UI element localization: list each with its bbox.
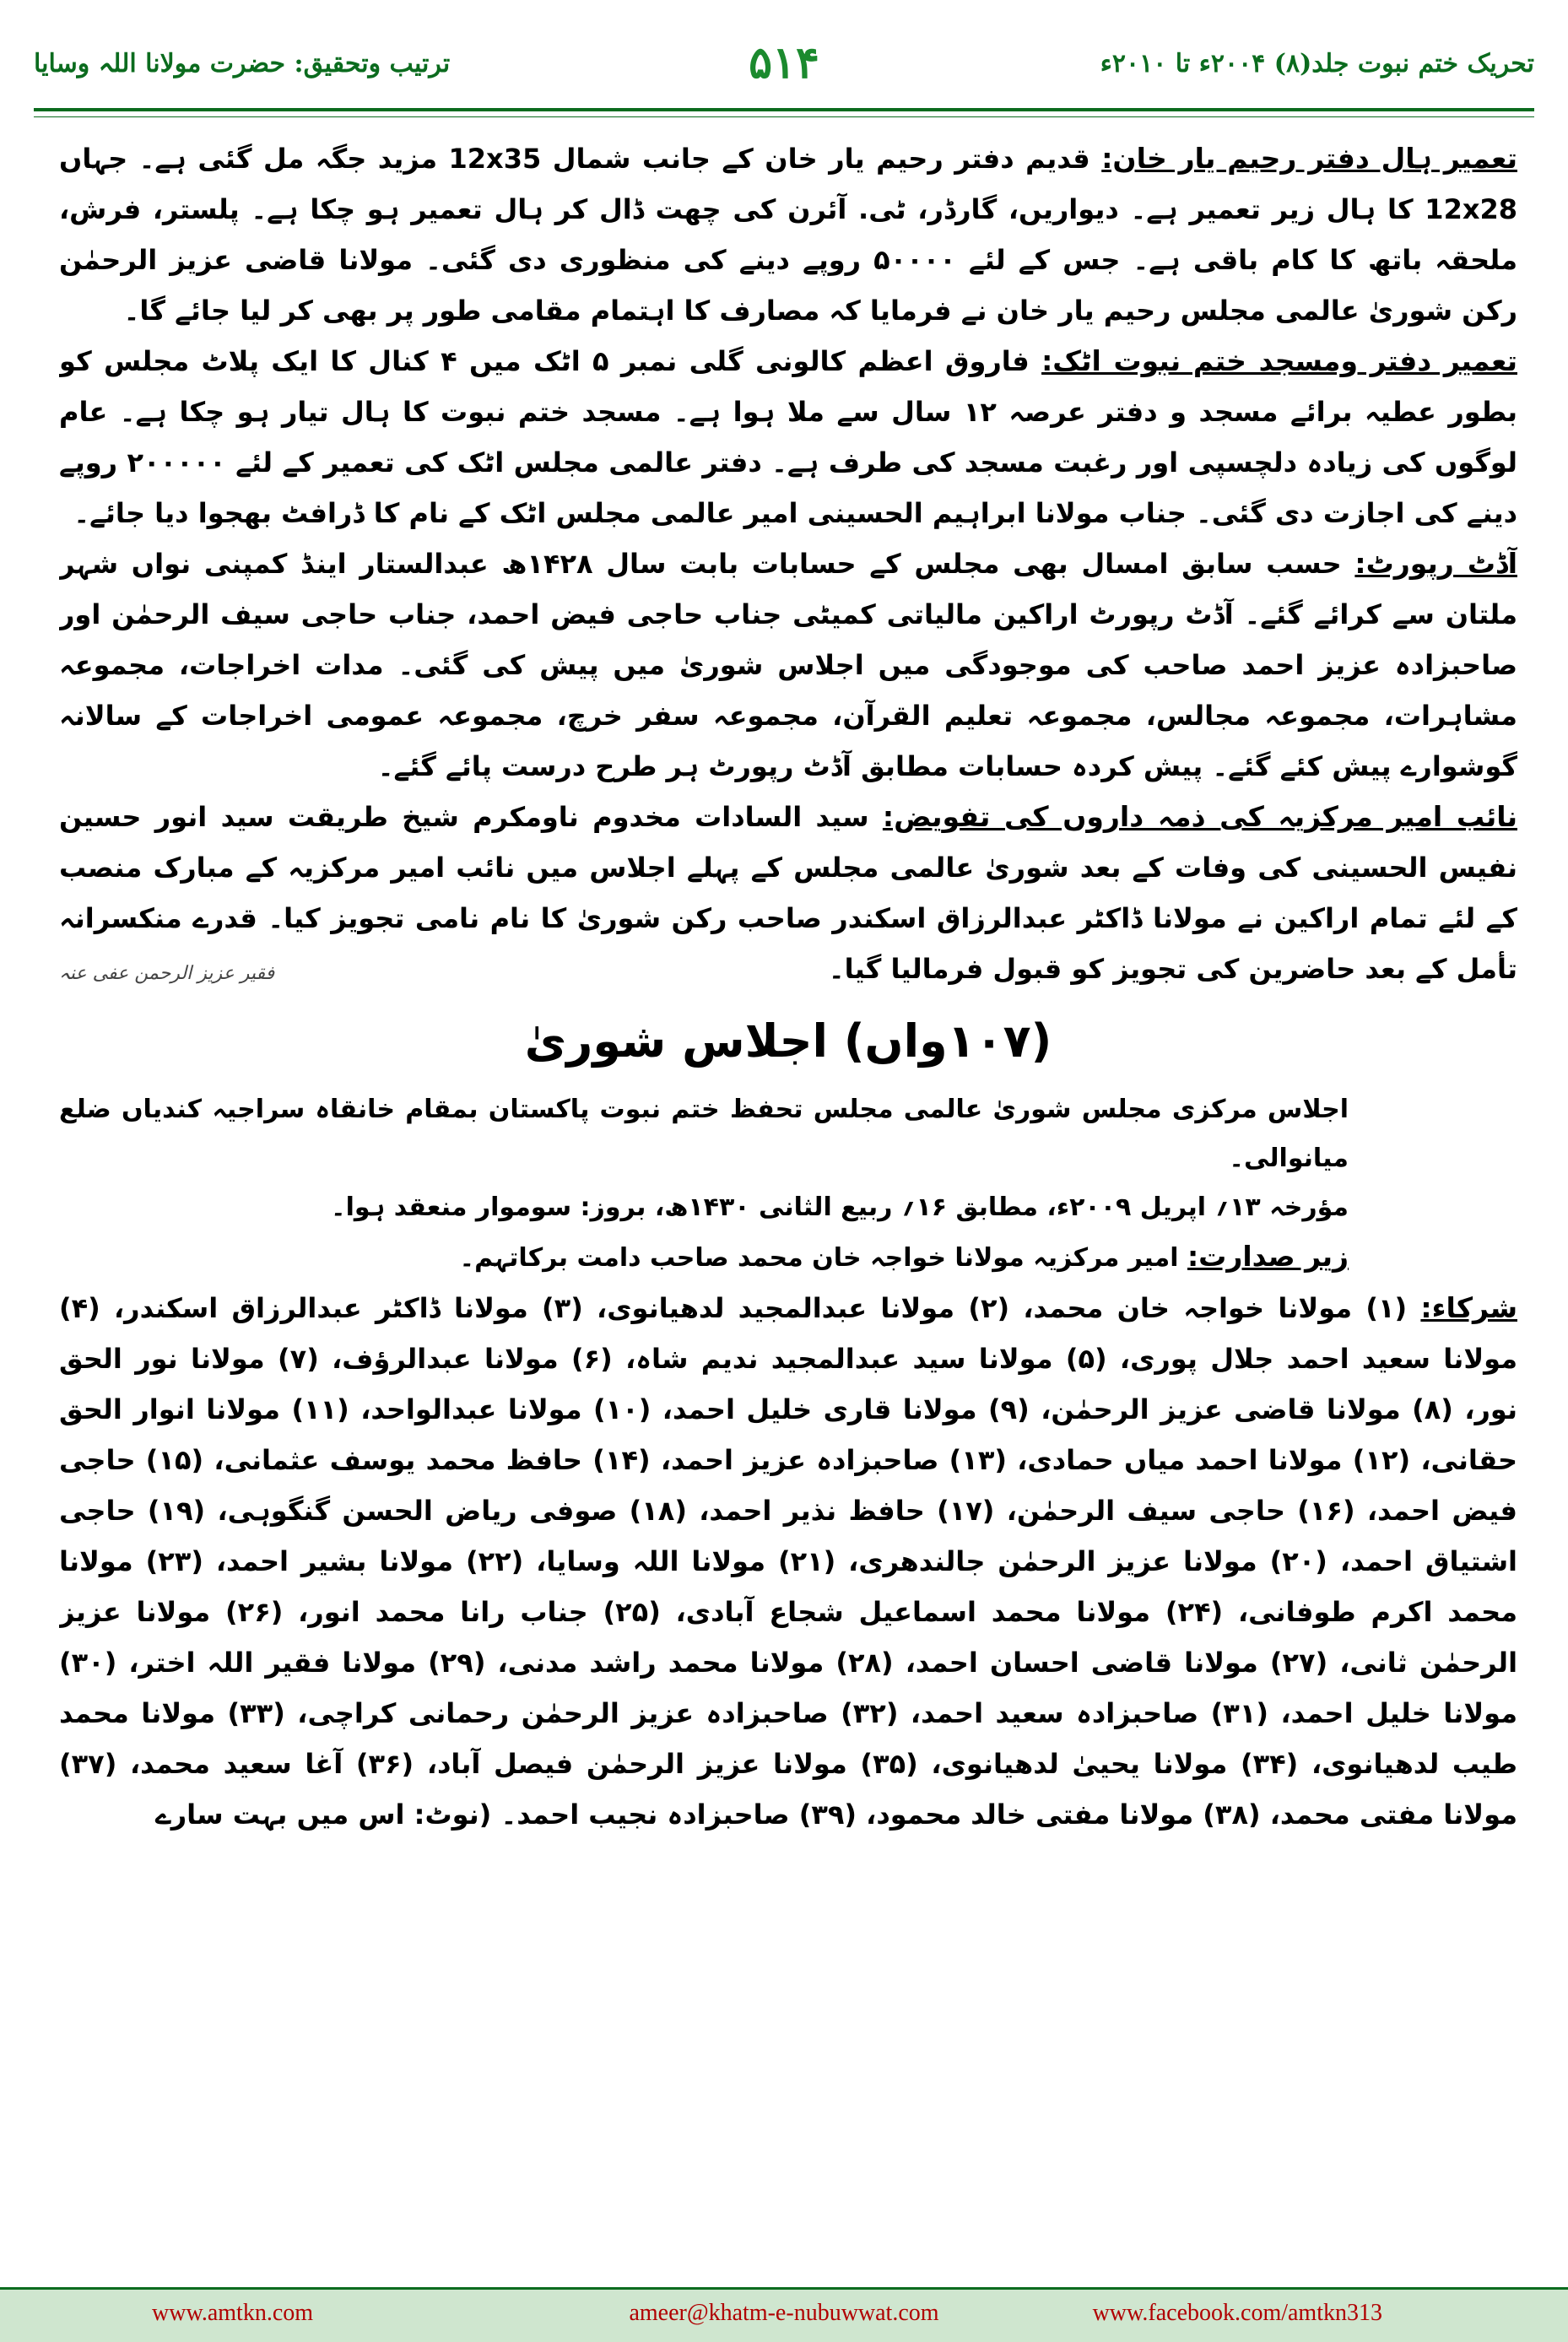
paragraph-heading: نائب امیر مرکزیہ کی ذمہ داروں کی تفویض: — [882, 800, 1517, 833]
participants-text: (۱) مولانا خواجہ خان محمد، (۲) مولانا عبدالمجید لدھیانوی، (۳) مولانا ڈاکٹر عبدالرزاق اسکندر، (۴) مولانا سعید احمد جلال پوری، (۵) مولانا سید عبدالمجید ندیم شاہ، (۶) مولانا عبدالرؤف، (۷) مولانا نور الحق نور، (۸) مولانا قاضی عزیز الرحمٰن، (۹) مولانا قاری خلیل احمد، (۱۰) مولانا عبدالواحد، (۱۱) مولانا انوار الحق حقانی، (۱۲) مولانا احمد میاں حمادی، (۱۳) صاحبزادہ عزیز احمد، (۱۴) حافظ محمد یوسف عثمانی، (۱۵) حاجی فیض احمد، (۱۶) حاجی سیف الرحمٰن، (۱۷) حافظ نذیر احمد، (۱۸) صوفی ریاض الحسن گنگوہی، (۱۹) حاجی اشتیاق احمد، (۲۰) مولانا عزیز الرحمٰن جالندھری، (۲۱) مولانا اللہ وسایا، (۲۲) مولانا بشیر احمد، (۲۳) مولانا محمد اکرم طوفانی، (۲۴) مولانا محمد اسماعیل شجاع آبادی، (۲۵) جناب رانا محمد انور، (۲۶) مولانا عزیز الرحمٰن ثانی، (۲۷) مولانا قاضی احسان احمد، (۲۸) مولانا محمد راشد مدنی، (۲۹) مولانا فقیر اللہ اختر، (۳۰) مولانا خلیل احمد، (۳۱) صاحبزادہ سعید احمد، (۳۲) صاحبزادہ عزیز الرحمٰن رحمانی کراچی، (۳۳) مولانا محمد طیب لدھیانوی، (۳۴) مولانا یحییٰ لدھیانوی، (۳۵) مولانا عزیز الرحمٰن فیصل آباد، (۳۶) آغا سعید محمد، (۳۷) مولانا مفتی محمد، (۳۸) مولانا مفتی خالد محمود، (۳۹) صاحبزادہ نجیب احمد۔ (نوٹ: اس میں بہت سارے — [59, 1292, 1517, 1831]
participants-list — [59, 1283, 1517, 1840]
presidency-heading: زیر صدارت: — [1187, 1240, 1349, 1273]
footer-email-link[interactable]: ameer@khatm-e-nubuwwat.com — [629, 2300, 939, 2326]
paragraph-heading: تعمیر دفتر ومسجد ختم نبوت اٹک: — [1041, 344, 1517, 377]
paragraph-text: حسب سابق امسال بھی مجلس کے حسابات بابت سال ۱۴۲۸ھ عبدالستار اینڈ کمپنی نواں شہر ملتان سے کرائے گئے۔ آڈٹ رپورٹ اراکین مالیاتی کمیٹی جناب حاجی فیض احمد، جناب حاجی سیف الرحمٰن اور صاحبزادہ عزیز احمد صاحب کی موجودگی میں اجلاس شوریٰ میں پیش کی گئی۔ مدات اخراجات، مجموعہ مشاہرات، مجموعہ مجالس، مجموعہ تعلیم القرآن، مجموعہ سفر خرچ، مجموعہ عمومی اخراجات کے سالانہ گوشوارے پیش کئے گئے۔ پیش کردہ حسابات مطابق آڈٹ رپورٹ ہر طرح درست پائے گئے۔ — [59, 548, 1517, 782]
section-title: (۱۰۷واں) اجلاس شوریٰ — [524, 1014, 1052, 1068]
paragraph-deputy-amir — [59, 792, 1517, 994]
paragraph-heading: آڈٹ رپورٹ: — [1354, 547, 1517, 580]
paragraph-heading: تعمیر ہال دفتر رحیم یار خان: — [1101, 142, 1517, 175]
footer-facebook-link[interactable]: www.facebook.com/amtkn313 — [1092, 2300, 1382, 2326]
compiler-credit: ترتیب وتحقیق: حضرت مولانا اللہ وسایا — [34, 49, 451, 78]
paragraph-text: سید السادات مخدوم ناومکرم شیخ طریقت سید انور حسین نفیس الحسینی کی وفات کے بعد شوریٰ عالمی مجلس کے پہلے اجلاس میں نائب امیر مرکزیہ کے مبارک منصب کے لئے تمام اراکین نے مولانا ڈاکٹر عبدالرزاق اسکندر صاحب رکن شوریٰ کا نام نامی تجویز کیا۔ قدرے منکسرانہ تأمل کے بعد حاضرین کی تجویز کو قبول فرمالیا گیا۔ — [59, 801, 1517, 985]
page-footer — [0, 2287, 1568, 2342]
paragraph-text: فاروق اعظم کالونی گلی نمبر ۵ اٹک میں ۴ کنال کا ایک پلاٹ مجلس کو بطور عطیہ برائے مسجد و دفتر عرصہ ۱۲ سال سے ملا ہوا ہے۔ مسجد ختم نبوت کا ہال تیار ہو چکا ہے۔ عام لوگوں کی زیادہ دلچسپی اور رغبت مسجد کی طرف ہے۔ دفتر عالمی مجلس اٹک کی تعمیر کے لئے ۲۰۰۰۰۰ روپے دینے کی اجازت دی گئی۔ جناب مولانا ابراہیم الحسینی امیر عالمی مجلس اٹک کے نام کا ڈرافٹ بھجوا دیا جائے۔ — [59, 345, 1517, 529]
participants-heading: شرکاء: — [1420, 1291, 1517, 1324]
paragraph-audit-report — [59, 538, 1517, 792]
meeting-presidency — [59, 1232, 1517, 1283]
page-number: ۵۱۴ — [749, 37, 819, 89]
presidency-text: امیر مرکزیہ مولانا خواجہ خان محمد صاحب دامت برکاتہم۔ — [459, 1243, 1187, 1273]
book-title: تحریک ختم نبوت جلد(۸) ۲۰۰۴ء تا ۲۰۱۰ء — [1100, 49, 1534, 78]
page-body — [59, 133, 1517, 2243]
footer-website-link[interactable]: www.amtkn.com — [152, 2300, 314, 2326]
page-header — [34, 34, 1534, 101]
paragraph-attock-office — [59, 336, 1517, 538]
header-rule-thin — [34, 116, 1534, 117]
handwritten-signature: فقیر عزیز الرحمن عفی عنہ — [59, 963, 275, 984]
header-rule — [34, 108, 1534, 111]
paragraph-text: قدیم دفتر رحیم یار خان کے جانب شمال 12x35 مزید جگہ مل گئی ہے۔ جہاں 12x28 کا ہال زیر تعمیر ہے۔ دیواریں، گارڈر، ٹی. آئرن کی چھت ڈال کر ہال تعمیر ہو چکا ہے۔ پلستر، فرش، ملحقہ باتھ کا کام باقی ہے۔ جس کے لئے ۵۰۰۰۰ روپے دینے کی منظوری دی گئی۔ مولانا قاضی عزیز الرحمٰن رکن شوریٰ عالمی مجلس رحیم یار خان نے فرمایا کہ مصارف کا اہتمام مقامی طور پر بھی کر لیا جائے گا۔ — [59, 143, 1517, 327]
paragraph-hall-construction — [59, 133, 1517, 336]
meeting-date: مؤرخہ ۱۳؍ اپریل ۲۰۰۹ء، مطابق ۱۶؍ ربیع الثانی ۱۴۳۰ھ، بروز: سوموار منعقد ہوا۔ — [331, 1193, 1349, 1222]
meeting-venue: اجلاس مرکزی مجلس شوریٰ عالمی مجلس تحفظ ختم نبوت پاکستان بمقام خانقاہ سراجیہ کندیاں ضلع میانوالی۔ — [59, 1095, 1349, 1173]
